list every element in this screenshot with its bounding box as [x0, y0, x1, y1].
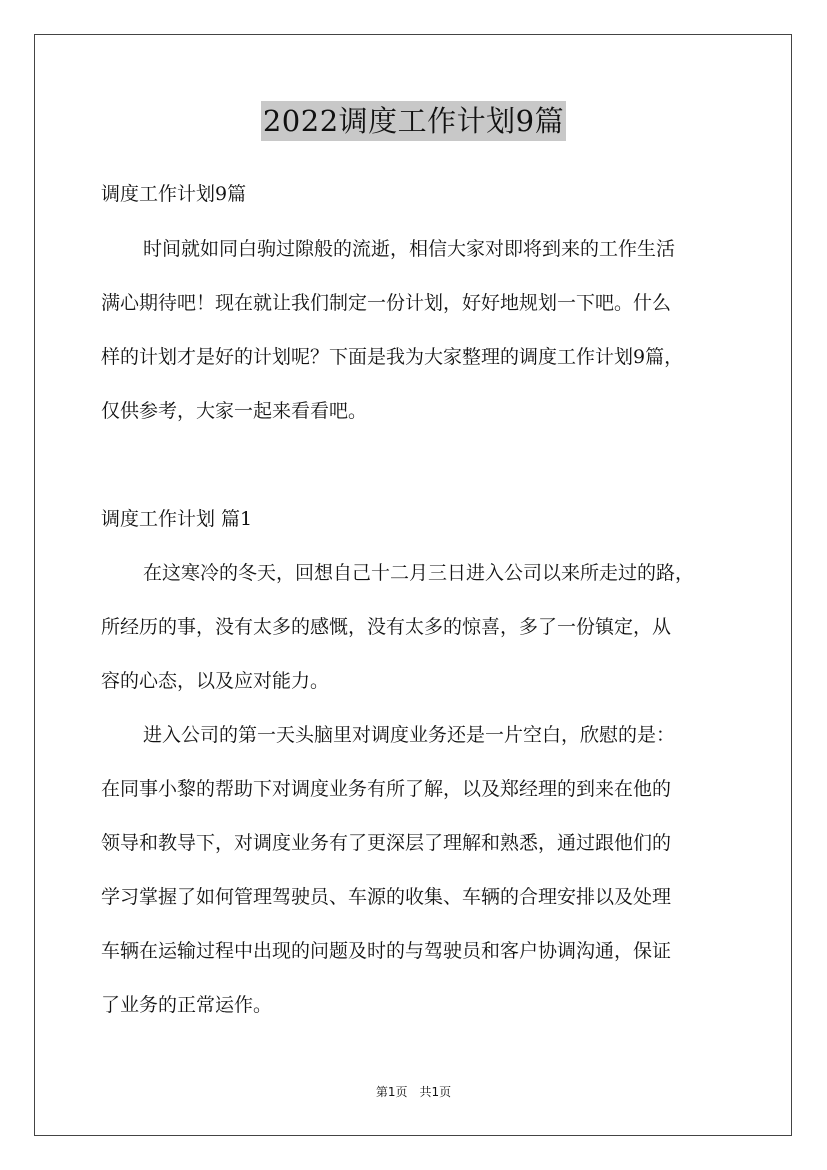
paragraph-line: 了业务的正常运作。	[101, 994, 273, 1016]
intro-line: 样的计划才是好的计划呢？下面是我为大家整理的调度工作计划9篇，	[101, 346, 684, 368]
intro-line: 满心期待吧！现在就让我们制定一份计划，好好地规划一下吧。什么	[101, 292, 672, 314]
paragraph-line: 容的心态，以及应对能力。	[101, 670, 330, 692]
paragraph-line: 学习掌握了如何管理驾驶员、车源的收集、车辆的合理安排以及处理	[101, 886, 672, 908]
paragraph-line: 所经历的事，没有太多的感慨，没有太多的惊喜，多了一份镇定，从	[101, 616, 672, 638]
paragraph-line: 在这寒冷的冬天，回想自己十二月三日进入公司以来所走过的路，	[143, 562, 695, 584]
title-block	[0, 101, 827, 141]
subtitle: 调度工作计划9篇	[101, 183, 247, 205]
section-heading: 调度工作计划 篇1	[101, 508, 253, 530]
intro-line: 时间就如同白驹过隙般的流逝，相信大家对即将到来的工作生活	[143, 238, 676, 260]
document-title: 2022调度工作计划9篇	[261, 101, 566, 141]
paragraph-line: 领导和教导下，对调度业务有了更深层了理解和熟悉，通过跟他们的	[101, 832, 672, 854]
intro-line: 仅供参考，大家一起来看看吧。	[101, 400, 368, 422]
page-footer: 第1页 共1页	[375, 1085, 452, 1099]
paragraph-line: 在同事小黎的帮助下对调度业务有所了解，以及郑经理的到来在他的	[101, 778, 672, 800]
paragraph-line: 车辆在运输过程中出现的问题及时的与驾驶员和客户协调沟通，保证	[101, 940, 672, 962]
paragraph-line: 进入公司的第一天头脑里对调度业务还是一片空白，欣慰的是：	[143, 724, 676, 746]
